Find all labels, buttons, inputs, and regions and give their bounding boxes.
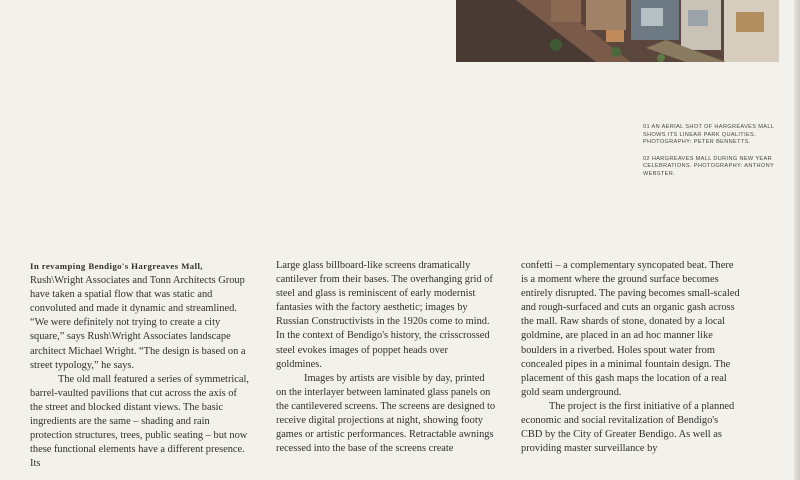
- article-paragraph: The old mall featured a series of symmetrical, barrel-vaulted pavilions that cut across the axis of the street and blocked distant views. The basic ingredients are the same – shading and rain protection structures, trees, public seating – but now these functional elements have a different presence. Its: [30, 373, 249, 470]
- aerial-photo: [456, 0, 779, 62]
- article-column-2: [276, 259, 496, 456]
- lead-in-text: In revamping Bendigo's Hargreaves Mall,: [30, 261, 203, 271]
- article-column-3: [521, 259, 741, 456]
- article-column-1: [30, 259, 250, 471]
- aerial-photo-image: [456, 0, 779, 62]
- article-lead-paragraph: [30, 259, 250, 373]
- photo-captions: [643, 124, 783, 188]
- lead-paragraph-text: Rush\Wright Associates and Tonn Architects Group have taken a spatial flow that was static and convoluted and made it dynamic and streamlined. “We were definitely not trying to create a city square,” says Rush\Wright Associates landscape architect Michael Wright. “The design is based on a street typology,” he says.: [30, 275, 246, 371]
- article-paragraph: Images by artists are visible by day, printed on the interlayer between laminated glass panels on the cantilevered screens. The screens are designed to receive digital projections at night, showing footy games or artistic performances. Retractable awnings recessed into the base of the screens create: [276, 372, 496, 455]
- caption-01: 01 AN AERIAL SHOT OF HARGREAVES MALL SHOWS ITS LINEAR PARK QUALITIES. PHOTOGRAPHY: PETER BENNETTS.: [643, 124, 775, 146]
- article-paragraph: Large glass billboard-like screens dramatically cantilever from their bases. The overhanging grid of steel and glass is reminiscent of early modernist fantasies with the factory aesthetic; images by Russian Constructivists in the 1920s come to mind. In the context of Bendigo's history, the crisscrossed steel evokes images of poppet heads over goldmines.: [276, 260, 493, 370]
- page-spine-shadow: [794, 0, 800, 480]
- article-paragraph: confetti – a complementary syncopated beat. There is a moment where the ground surface becomes entirely disrupted. The paving becomes small-scaled and rough-surfaced and cuts an organic gash across the mall. Raw shards of stone, donated by a local goldmine, are placed in an ad hoc manner like boulders in a riverbed. Holes spout water from concealed pipes in a minimal fountain design. The placement of this gash maps the location of a real gold seam underground.: [521, 260, 740, 398]
- caption-02: 02 HARGREAVES MALL DURING NEW YEAR CELEBRATIONS. PHOTOGRAPHY: ANTHONY WEBSTER.: [643, 155, 774, 177]
- article-paragraph: The project is the first initiative of a planned economic and social revitalization of Bendigo's CBD by the City of Greater Bendigo. As well as providing master surveillance by: [521, 400, 735, 455]
